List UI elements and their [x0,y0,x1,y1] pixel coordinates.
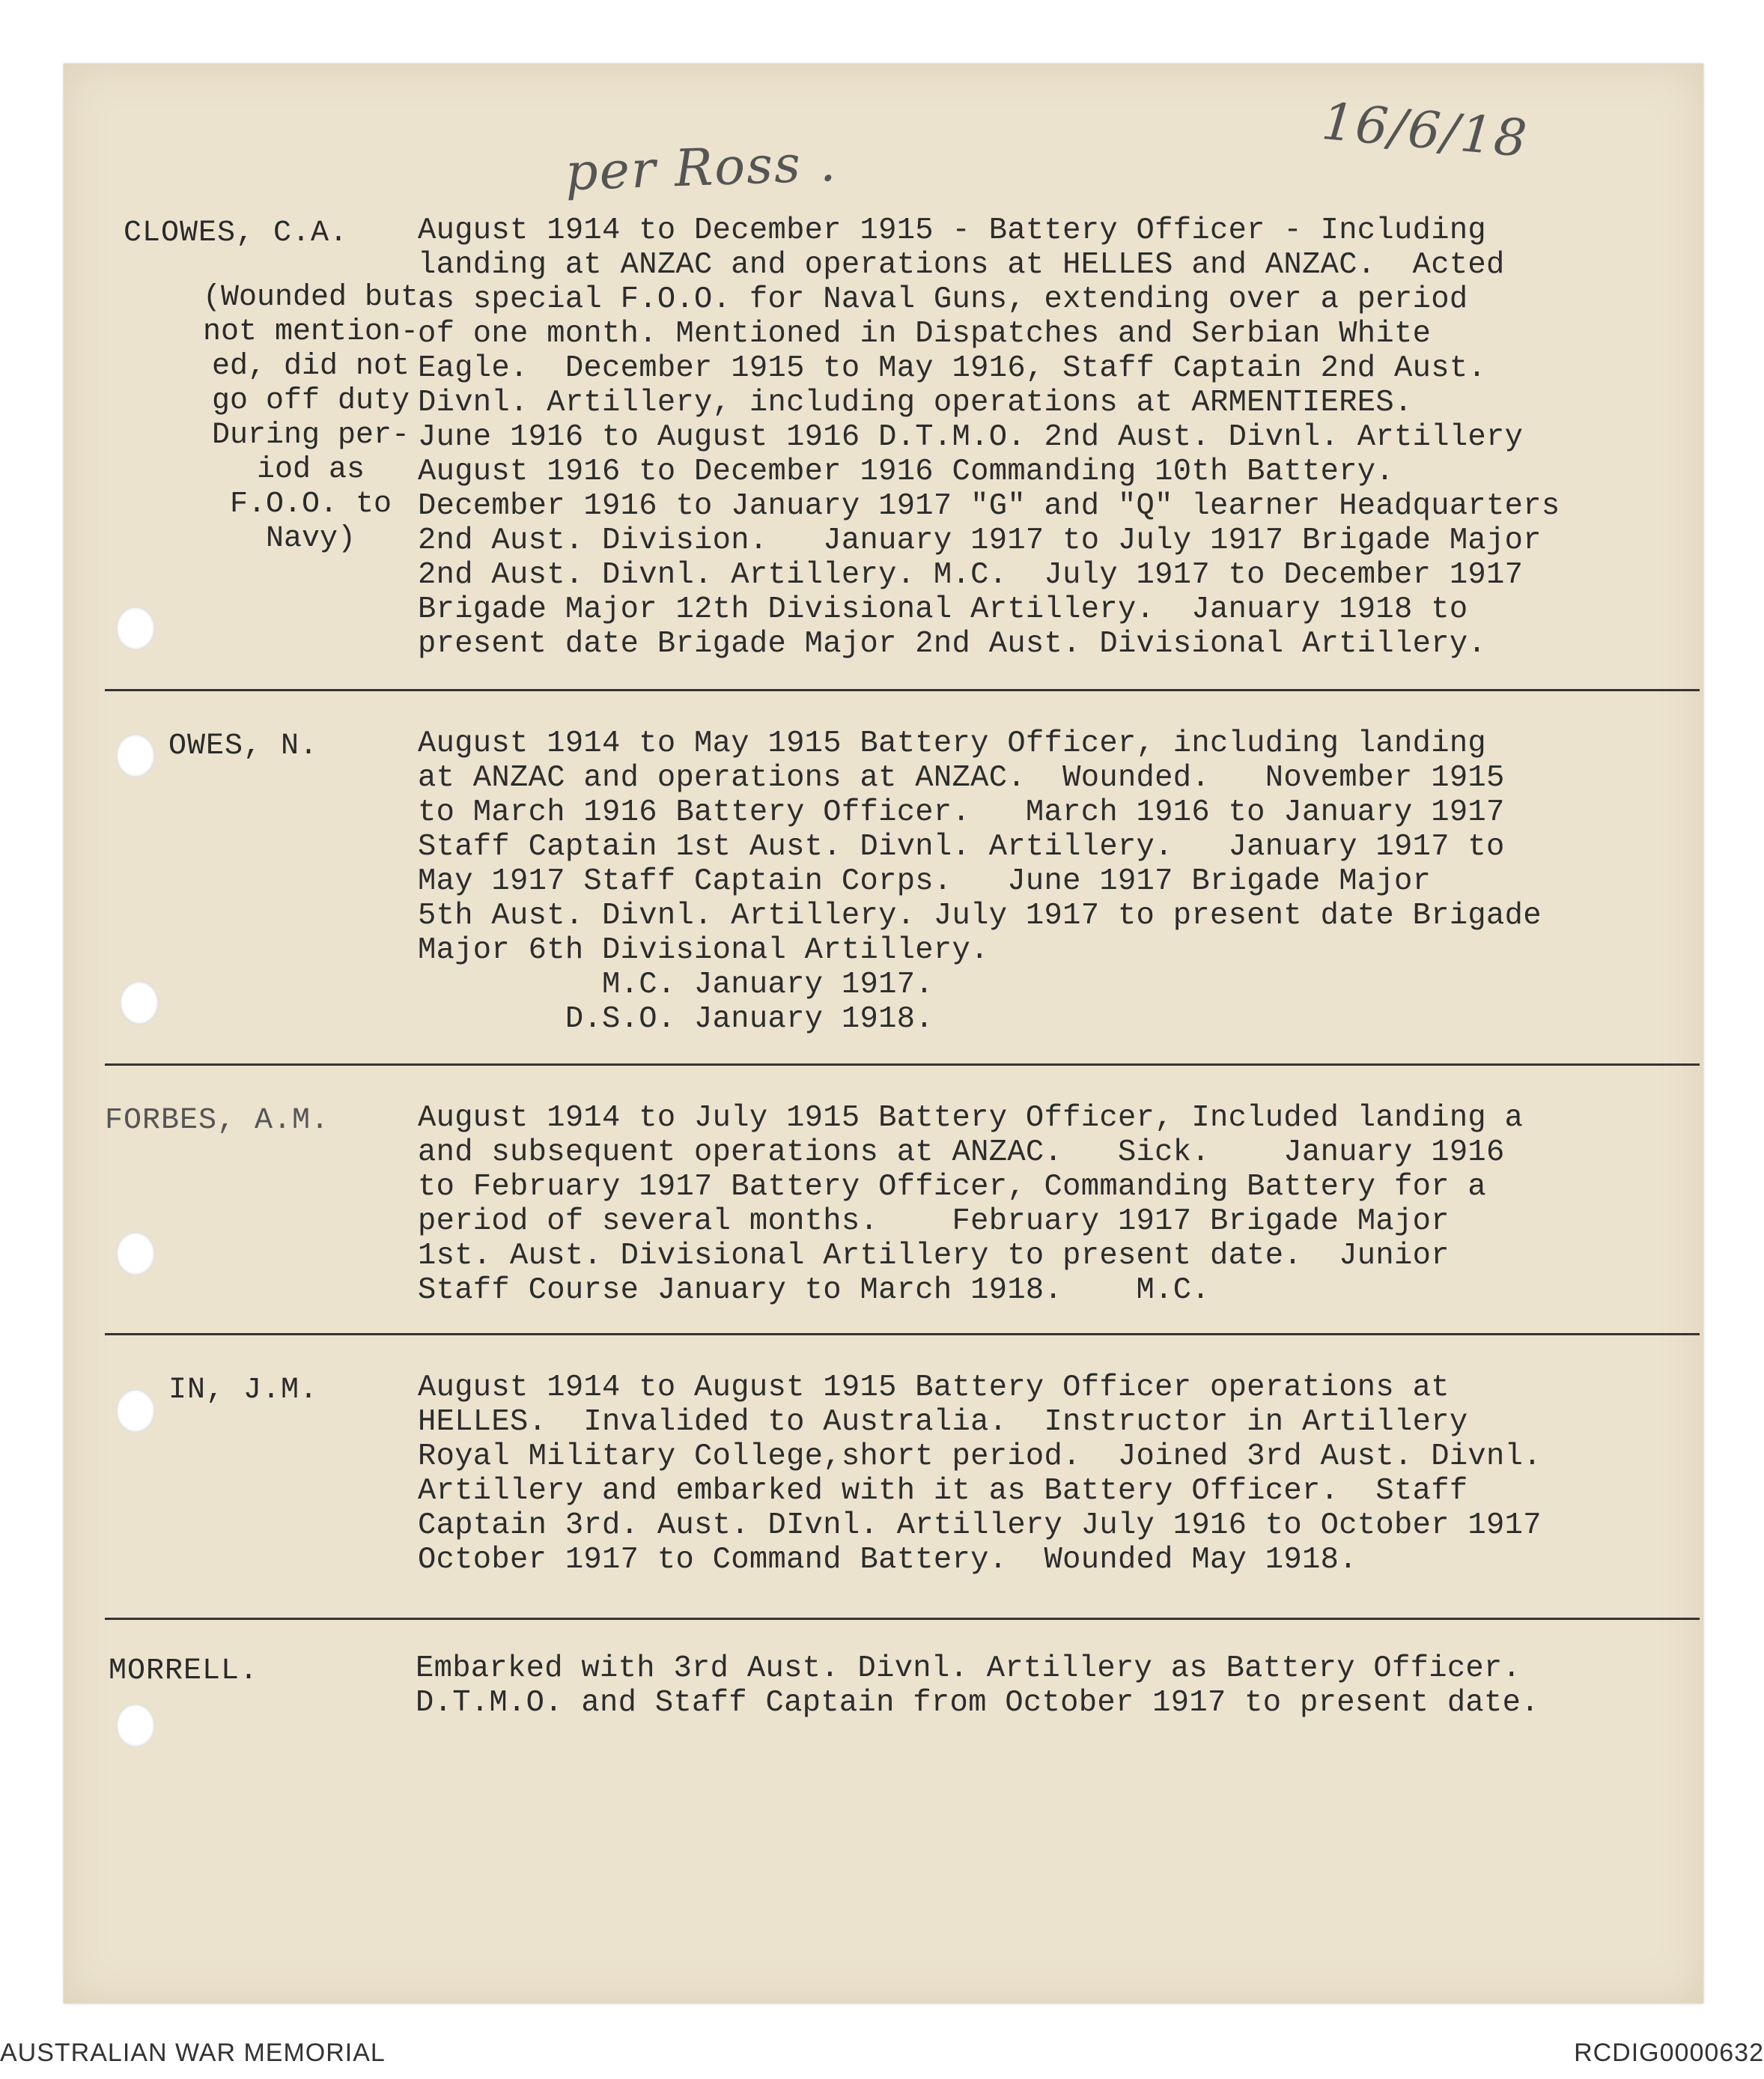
document-sheet [64,64,1703,2003]
entry-text [418,213,1706,661]
text-line: June 1916 to August 1916 D.T.M.O. 2nd Aust. Divnl. Artillery [418,420,1524,455]
handwritten-date: 16/6/18 [1319,92,1531,169]
text-line: 2nd Aust. Division. January 1917 to July 1917 Brigade Major [418,523,1542,558]
text-line: D.S.O. January 1918. [418,1002,934,1037]
text-line: Royal Military College,short period. Joined 3rd Aust. Divnl. [418,1439,1542,1474]
text-line: October 1917 to Command Battery. Wounded May 1918. [418,1543,1357,1577]
entry-name: FORBES, A.M. [105,1104,330,1138]
entry-text [418,1101,1706,1308]
text-line: August 1914 to May 1915 Battery Officer, including landing [418,726,1487,761]
text-line: at ANZAC and operations at ANZAC. Wounded. November 1915 [418,761,1505,795]
footer-source: AUSTRALIAN WAR MEMORIAL [0,2039,386,2067]
text-line: as special F.O.O. for Naval Guns, extending over a period [418,282,1468,317]
text-line: to March 1916 Battery Officer. March 1916 to January 1917 [418,795,1505,830]
entry-text [416,1651,1703,1720]
text-line: Staff Captain 1st Aust. Divnl. Artillery. January 1917 to [418,830,1505,864]
text-line: Major 6th Divisional Artillery. [418,933,989,968]
text-line: August 1916 to December 1916 Commanding 10th Battery. [418,455,1395,489]
text-line: of one month. Mentioned in Dispatches and Serbian White [418,317,1432,351]
divider-line [105,1333,1700,1335]
entry-name: OWES, N. [168,729,319,763]
footer-id: RCDIG0000632 [1574,2039,1764,2067]
text-line: August 1914 to August 1915 Battery Officer operations at [418,1371,1450,1405]
entry-note: (Wounded but not mention- ed, did not go off duty During per- iod as F.O.O. to Navy) [202,281,419,556]
text-line: 2nd Aust. Divnl. Artillery. M.C. July 1917 to December 1917 [418,558,1524,592]
text-line: Artillery and embarked with it as Battery Officer. Staff [418,1474,1468,1508]
text-line: August 1914 to July 1915 Battery Officer, Included landing a [418,1101,1524,1135]
text-line: and subsequent operations at ANZAC. Sick. January 1916 [418,1135,1505,1170]
divider-line [105,1618,1700,1620]
punch-hole [116,1389,155,1433]
text-line: Divnl. Artillery, including operations at ARMENTIERES. [418,386,1413,420]
text-line: Captain 3rd. Aust. DIvnl. Artillery July 1916 to October 1917 [418,1508,1542,1543]
punch-hole [116,1704,155,1747]
punch-hole [116,1232,155,1275]
text-line: Embarked with 3rd Aust. Divnl. Artillery as Battery Officer. [416,1651,1521,1686]
entry-name: CLOWES, C.A. [124,216,349,250]
punch-hole [120,981,159,1025]
text-line: Brigade Major 12th Divisional Artillery. January 1918 to [418,592,1468,627]
handwritten-annotation: per Ross . [564,133,839,203]
text-line: Eagle. December 1915 to May 1916, Staff Captain 2nd Aust. [418,351,1487,386]
punch-hole [116,734,155,777]
text-line: 5th Aust. Divnl. Artillery. July 1917 to present date Brigade [418,899,1542,933]
text-line: M.C. January 1917. [418,968,934,1002]
text-line: December 1916 to January 1917 "G" and "Q" learner Headquarters [418,489,1560,523]
text-line: to February 1917 Battery Officer, Commanding Battery for a [418,1170,1487,1204]
text-line: landing at ANZAC and operations at HELLES and ANZAC. Acted [418,248,1505,282]
divider-line [105,1063,1700,1066]
text-line: May 1917 Staff Captain Corps. June 1917 Brigade Major [418,864,1432,899]
divider-line [105,689,1700,691]
entry-name: MORRELL. [109,1654,259,1688]
text-line: August 1914 to December 1915 - Battery Officer - Including [418,213,1487,248]
punch-hole [116,607,155,650]
text-line: period of several months. February 1917 Brigade Major [418,1204,1450,1239]
text-line: D.T.M.O. and Staff Captain from October 1917 to present date. [416,1686,1539,1720]
text-line: Staff Course January to March 1918. M.C. [418,1273,1210,1308]
entry-text [418,726,1706,1037]
text-line: 1st. Aust. Divisional Artillery to present date. Junior [418,1239,1450,1273]
text-line: present date Brigade Major 2nd Aust. Divisional Artillery. [418,627,1487,661]
text-line: HELLES. Invalided to Australia. Instructor in Artillery [418,1405,1468,1439]
entry-name: IN, J.M. [168,1374,319,1407]
entry-text [418,1371,1706,1577]
